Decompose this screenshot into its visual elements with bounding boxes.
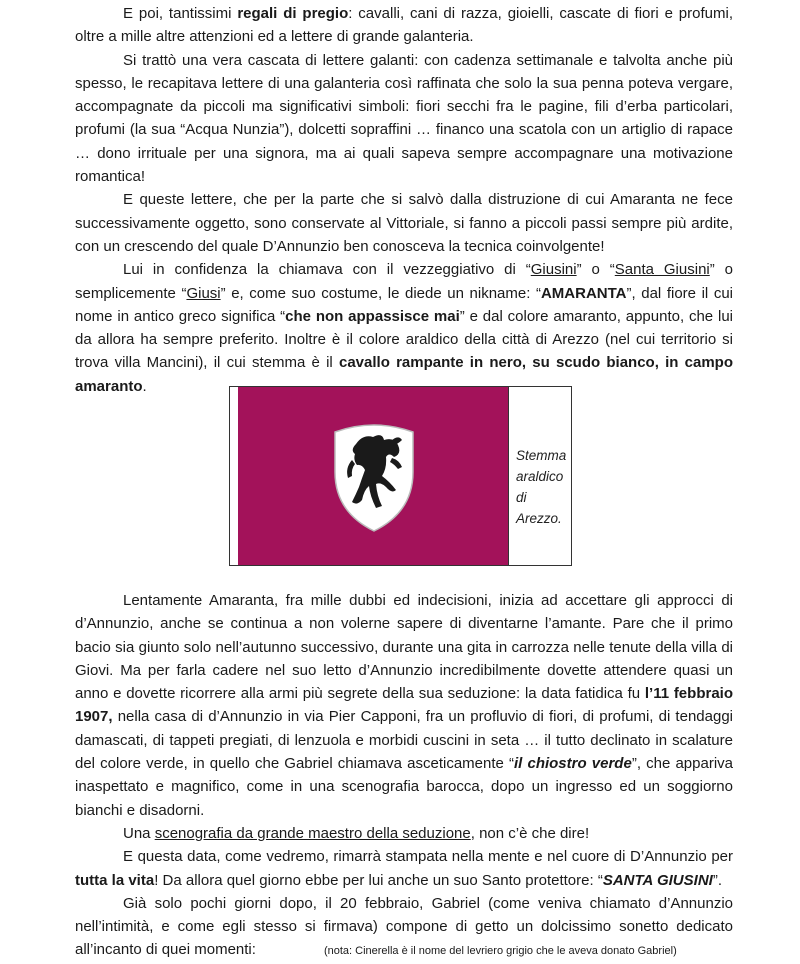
text-run: Santa Giusini bbox=[614, 261, 710, 279]
text-run: ”. bbox=[712, 871, 722, 889]
upper-paragraph-4 bbox=[75, 258, 733, 398]
text-block-lower bbox=[75, 589, 733, 964]
figure-caption: Stemma araldico di Arezzo. bbox=[516, 448, 567, 526]
text-run: regali di pregio bbox=[237, 5, 349, 22]
text-run: scenografia da grande maestro della seduzione bbox=[154, 824, 471, 842]
amaranth-flag bbox=[238, 387, 508, 565]
text-run: Giusi bbox=[186, 284, 221, 302]
upper-paragraph-1 bbox=[75, 2, 733, 49]
text-run: ”, che appariva inaspettato e magnifico, come in una scenografia barocca, dopo un ingresso ed un soggiorno bianchi e disadorni. bbox=[75, 755, 733, 819]
text-run: E queste lettere, che per la parte che si salvò dalla distruzione di cui Amaranta ne fece successivamente oggetto, sono conservate al Vittoriale, si fanno a piccoli passi sempre più ardite, con un crescendo del quale D’Annunzio ben conosceva la tecnica coinvolgente! bbox=[75, 191, 733, 255]
text-block-upper bbox=[75, 2, 733, 398]
upper-paragraph-3 bbox=[75, 188, 733, 258]
text-run: cavallo rampante in nero, su scudo bianco, in campo amaranto bbox=[75, 354, 733, 395]
upper-paragraph-2 bbox=[75, 49, 733, 189]
text-run: , non c’è che dire! bbox=[470, 824, 590, 842]
text-run: Si trattò una vera cascata di lettere galanti: con cadenza settimanale e talvolta anche più spesso, le recapitava lettere di una galanteria così raffinata che solo la sua penna poteva vergare, accompagnate da piccoli ma significativi simboli: fiori secchi fra le pagine, fili d’erba particolari, profumi (la sua “Acqua Nunzia”), dolcetti sopraffini … financo una scatola con un artiglio di rapace … dono irrituale per una signora, ma ai quali sapeva sempre accompagnare una motivazione romantica! bbox=[75, 51, 733, 186]
text-run: Una bbox=[123, 824, 155, 842]
text-run: l’11 febbraio 1907, bbox=[75, 685, 733, 726]
text-run: : cavalli, cani di razza, gioielli, cascate di fiori e profumi, oltre a mille altre attenzioni ed a lettere di grande galanteria. bbox=[75, 5, 733, 46]
text-run: che non appassisce mai bbox=[285, 307, 460, 325]
text-run: ”, dal fiore il cui nome in antico greco significa “ bbox=[75, 284, 733, 325]
text-run: ” e dal colore amaranto, appunto, che lui da allora ha sempre preferito. Inoltre è il colore araldico della città di Arezzo (nel cui territorio si trova villa Mancini), il cui stemma è il bbox=[75, 307, 733, 372]
footnote-remark: (nota: Cinerella è il nome del levriero grigio che le aveva donato Gabriel) bbox=[323, 945, 677, 958]
figure-divider bbox=[508, 387, 509, 565]
lower-paragraph-2 bbox=[75, 822, 733, 845]
text-run: tutta la vita bbox=[75, 871, 155, 889]
text-run: E questa data, come vedremo, rimarrà stampata nella mente e nel cuore di D’Annunzio per bbox=[123, 848, 733, 866]
text-run: il chiostro verde bbox=[514, 755, 632, 773]
rampant-horse-shield-icon bbox=[332, 420, 416, 533]
text-run: ! Da allora quel giorno ebbe per lui anche un suo Santo protettore: “ bbox=[154, 871, 603, 889]
text-run: E poi, tantissimi bbox=[123, 5, 238, 22]
text-run: SANTA GIUSINI bbox=[602, 871, 713, 889]
text-run: Lui in confidenza la chiamava con il vezzeggiativo di “ bbox=[123, 261, 531, 279]
text-run: . bbox=[142, 377, 147, 395]
text-run: ” e, come suo costume, le diede un nikname: “ bbox=[220, 284, 541, 302]
text-run: Giusini bbox=[530, 261, 577, 279]
text-run: Lentamente Amaranta, fra mille dubbi ed indecisioni, inizia ad accettare gli approcci di d’Annunzio, anche se continua a non volerne sapere di diventarne l’amante. Pare che il primo bacio sia giunto solo nell’autunno successivo, durante una gita in carrozza nelle tenute della villa di Giovi. Ma per farla cadere nel suo letto d’Annunzio incredibilmente dovette attendere quasi un anno e dovette ricorrere alla armi più segrete della sua seduzione: la data fatidica fu bbox=[75, 592, 733, 703]
text-run: ” o “ bbox=[576, 261, 615, 279]
lower-paragraph-1 bbox=[75, 589, 733, 822]
arezzo-coat-of-arms-figure bbox=[229, 386, 572, 566]
text-run: nella casa di d’Annunzio in via Pier Capponi, fra un profluvio di fiori, di profumi, di tendaggi damascati, di tappeti pregiati, di lenzuola e morbidi cuscini in seta … il tutto declinato in scalature del colore verde, in quello che Gabriel chiamava asceticamente “ bbox=[75, 708, 733, 773]
text-run: Già solo pochi giorni dopo, il 20 febbraio, Gabriel (come veniva chiamato d’Annunzio nell’intimità, e come egli stesso si firmava) compone di getto un dolcissimo sonetto dedicato all’incanto di quei momenti: bbox=[75, 894, 733, 959]
lower-paragraph-3 bbox=[75, 845, 733, 892]
text-run: AMARANTA bbox=[540, 284, 627, 302]
text-run: ” o semplicemente “ bbox=[75, 261, 734, 302]
